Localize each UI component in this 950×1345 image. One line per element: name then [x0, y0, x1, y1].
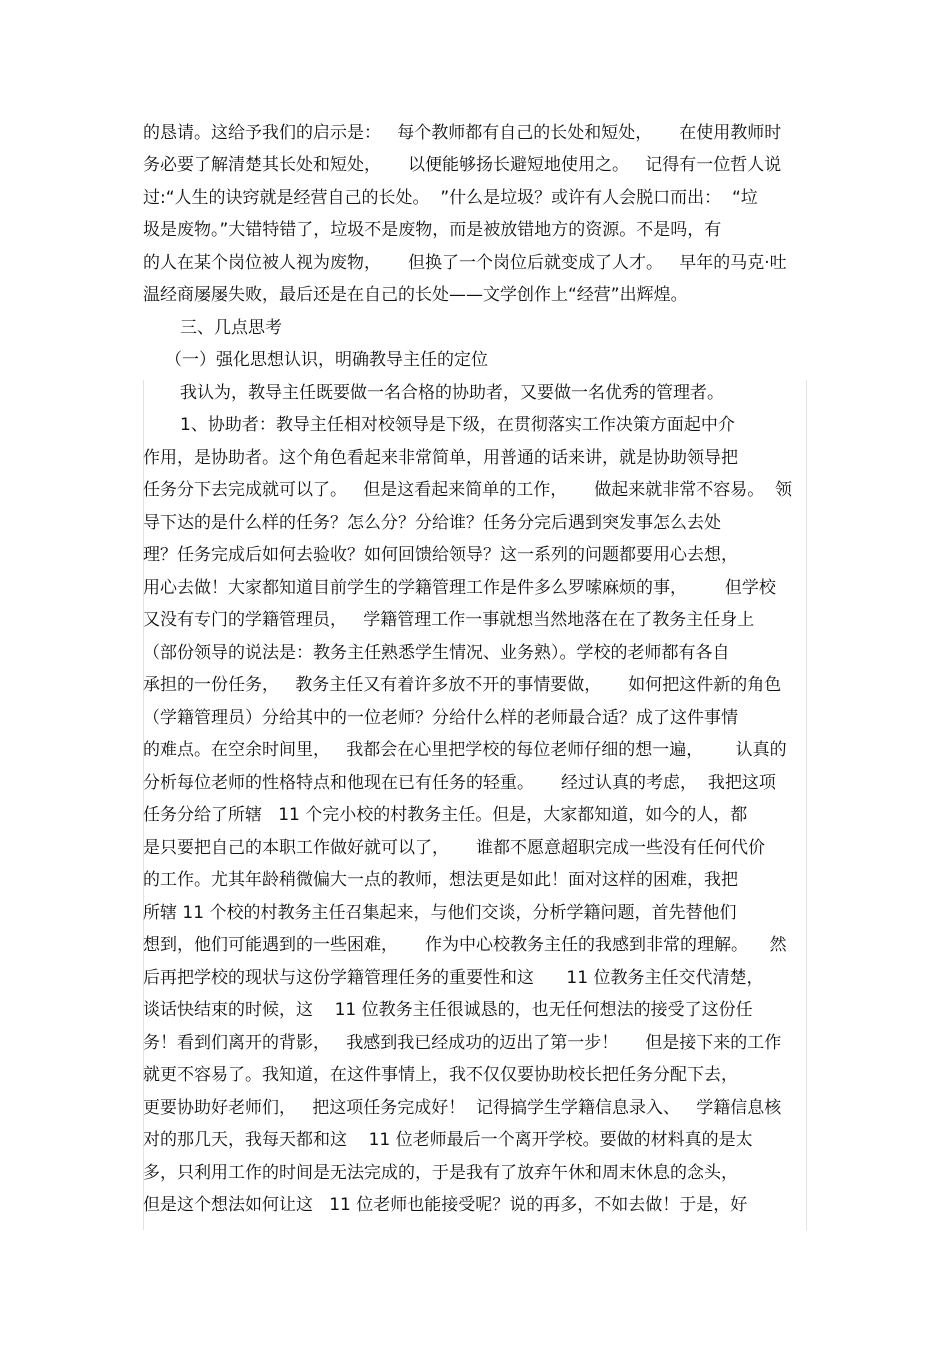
- text-line: 过:“人生的诀窍就是经营自己的长处。 ”什么是垃圾？或许有人会脱口而出： “垃: [143, 188, 758, 208]
- text-line: 就更不容易了。我知道，在这件事情上，我不仅仅要协助校长把任务分配下去，: [143, 1065, 738, 1085]
- text-line: 分析每位老师的性格特点和他现在已有任务的轻重。 经过认真的考虑， 我把这项: [143, 773, 776, 793]
- subsection-heading: （一）强化思想认识，明确教导主任的定位: [165, 350, 488, 370]
- text-line: 1、协助者：教导主任相对校领导是下级，在贯彻落实工作决策方面起中介: [180, 415, 735, 435]
- text-line: 的难点。在空余时间里， 我都会在心里把学校的每位老师仔细的想一遍， 认真的: [143, 740, 787, 760]
- text-line: 所辖 11 个校的村教务主任召集起来，与他们交谈，分析学籍问题，首先替他们: [143, 903, 737, 923]
- text-line: 的工作。尤其年龄稍微偏大一点的教师，想法更是如此！面对这样的困难，我把: [143, 870, 738, 890]
- text-line: 是只要把自己的本职工作做好就可以了， 谁都不愿意超职完成一些没有任何代价: [143, 838, 766, 858]
- text-line: 圾是废物。”大错特错了，垃圾不是废物，而是被放错地方的资源。不是吗，有: [143, 220, 722, 240]
- text-line: 后再把学校的现状与这份学籍管理任务的重要性和这 11 位教务主任交代清楚，: [143, 968, 764, 988]
- text-line: 承担的一份任务， 教务主任又有着许多放不开的事情要做， 如何把这件新的角色: [143, 675, 782, 695]
- text-line: 温经商屡屡失败，最后还是在自己的长处——文学创作上“经营”出辉煌。: [143, 285, 688, 305]
- text-line: （学籍管理员）分给其中的一位老师？分给什么样的老师最合适？成了这件事情: [143, 708, 738, 728]
- text-line: 用心去做！大家都知道目前学生的学籍管理工作是件多么罗嗦麻烦的事， 但学校: [143, 578, 776, 598]
- text-line: 更要协助好老师们， 把这项任务完成好！ 记得搞学生学籍信息录入、 学籍信息核: [143, 1098, 782, 1118]
- text-line: 对的那几天，我每天都和这 11 位老师最后一个离开学校。要做的材料真的是太: [143, 1130, 753, 1150]
- text-line: 但是这个想法如何让这 11 位老师也能接受呢？说的再多，不如去做！于是，好: [143, 1195, 748, 1215]
- text-line: 作用，是协助者。这个角色看起来非常简单，用普通的话来讲，就是协助领导把: [143, 448, 738, 468]
- text-line: 的恳请。这给予我们的启示是： 每个教师都有自己的长处和短处， 在使用教师时: [143, 123, 782, 143]
- text-line: 理？任务完成后如何去验收？如何回馈给领导？这一系列的问题都要用心去想，: [143, 545, 738, 565]
- text-line: 务！看到们离开的背影， 我感到我已经成功的迈出了第一步！ 但是接下来的工作: [143, 1033, 782, 1053]
- text-line: 的人在某个岗位被人视为废物， 但换了一个岗位后就变成了人才。 早年的马克·吐: [143, 253, 787, 273]
- section-heading: 三、几点思考: [180, 318, 282, 338]
- text-line: 任务分给了所辖 11 个完小校的村教务主任。但是，大家都知道，如今的人，都: [143, 805, 748, 825]
- text-line: （部份领导的说法是：教务主任熟悉学生情况、业务熟）。学校的老师都有各自: [143, 643, 730, 663]
- text-line: 又没有专门的学籍管理员， 学籍管理工作一事就想当然地落在在了教务主任身上: [143, 610, 755, 630]
- text-line: 多，只利用工作的时间是无法完成的，于是我有了放弃午休和周末休息的念头，: [143, 1163, 738, 1183]
- text-line: 务必要了解清楚其长处和短处， 以便能够扬长避短地使用之。 记得有一位哲人说: [143, 155, 782, 175]
- text-line: 导下达的是什么样的任务？怎么分？分给谁？任务分完后遇到突发事怎么去处: [143, 513, 721, 533]
- text-line: 我认为，教导主任既要做一名合格的协助者，又要做一名优秀的管理者。: [180, 383, 724, 403]
- text-line: 任务分下去完成就可以了。 但是这看起来简单的工作， 做起来就非常不容易。 领: [143, 480, 793, 500]
- text-line: 想到，他们可能遇到的一些困难， 作为中心校教务主任的我感到非常的理解。 然: [143, 935, 787, 955]
- text-line: 谈话快结束的时候，这 11 位教务主任很诚恳的，也无任何想法的接受了这份任: [143, 1000, 753, 1020]
